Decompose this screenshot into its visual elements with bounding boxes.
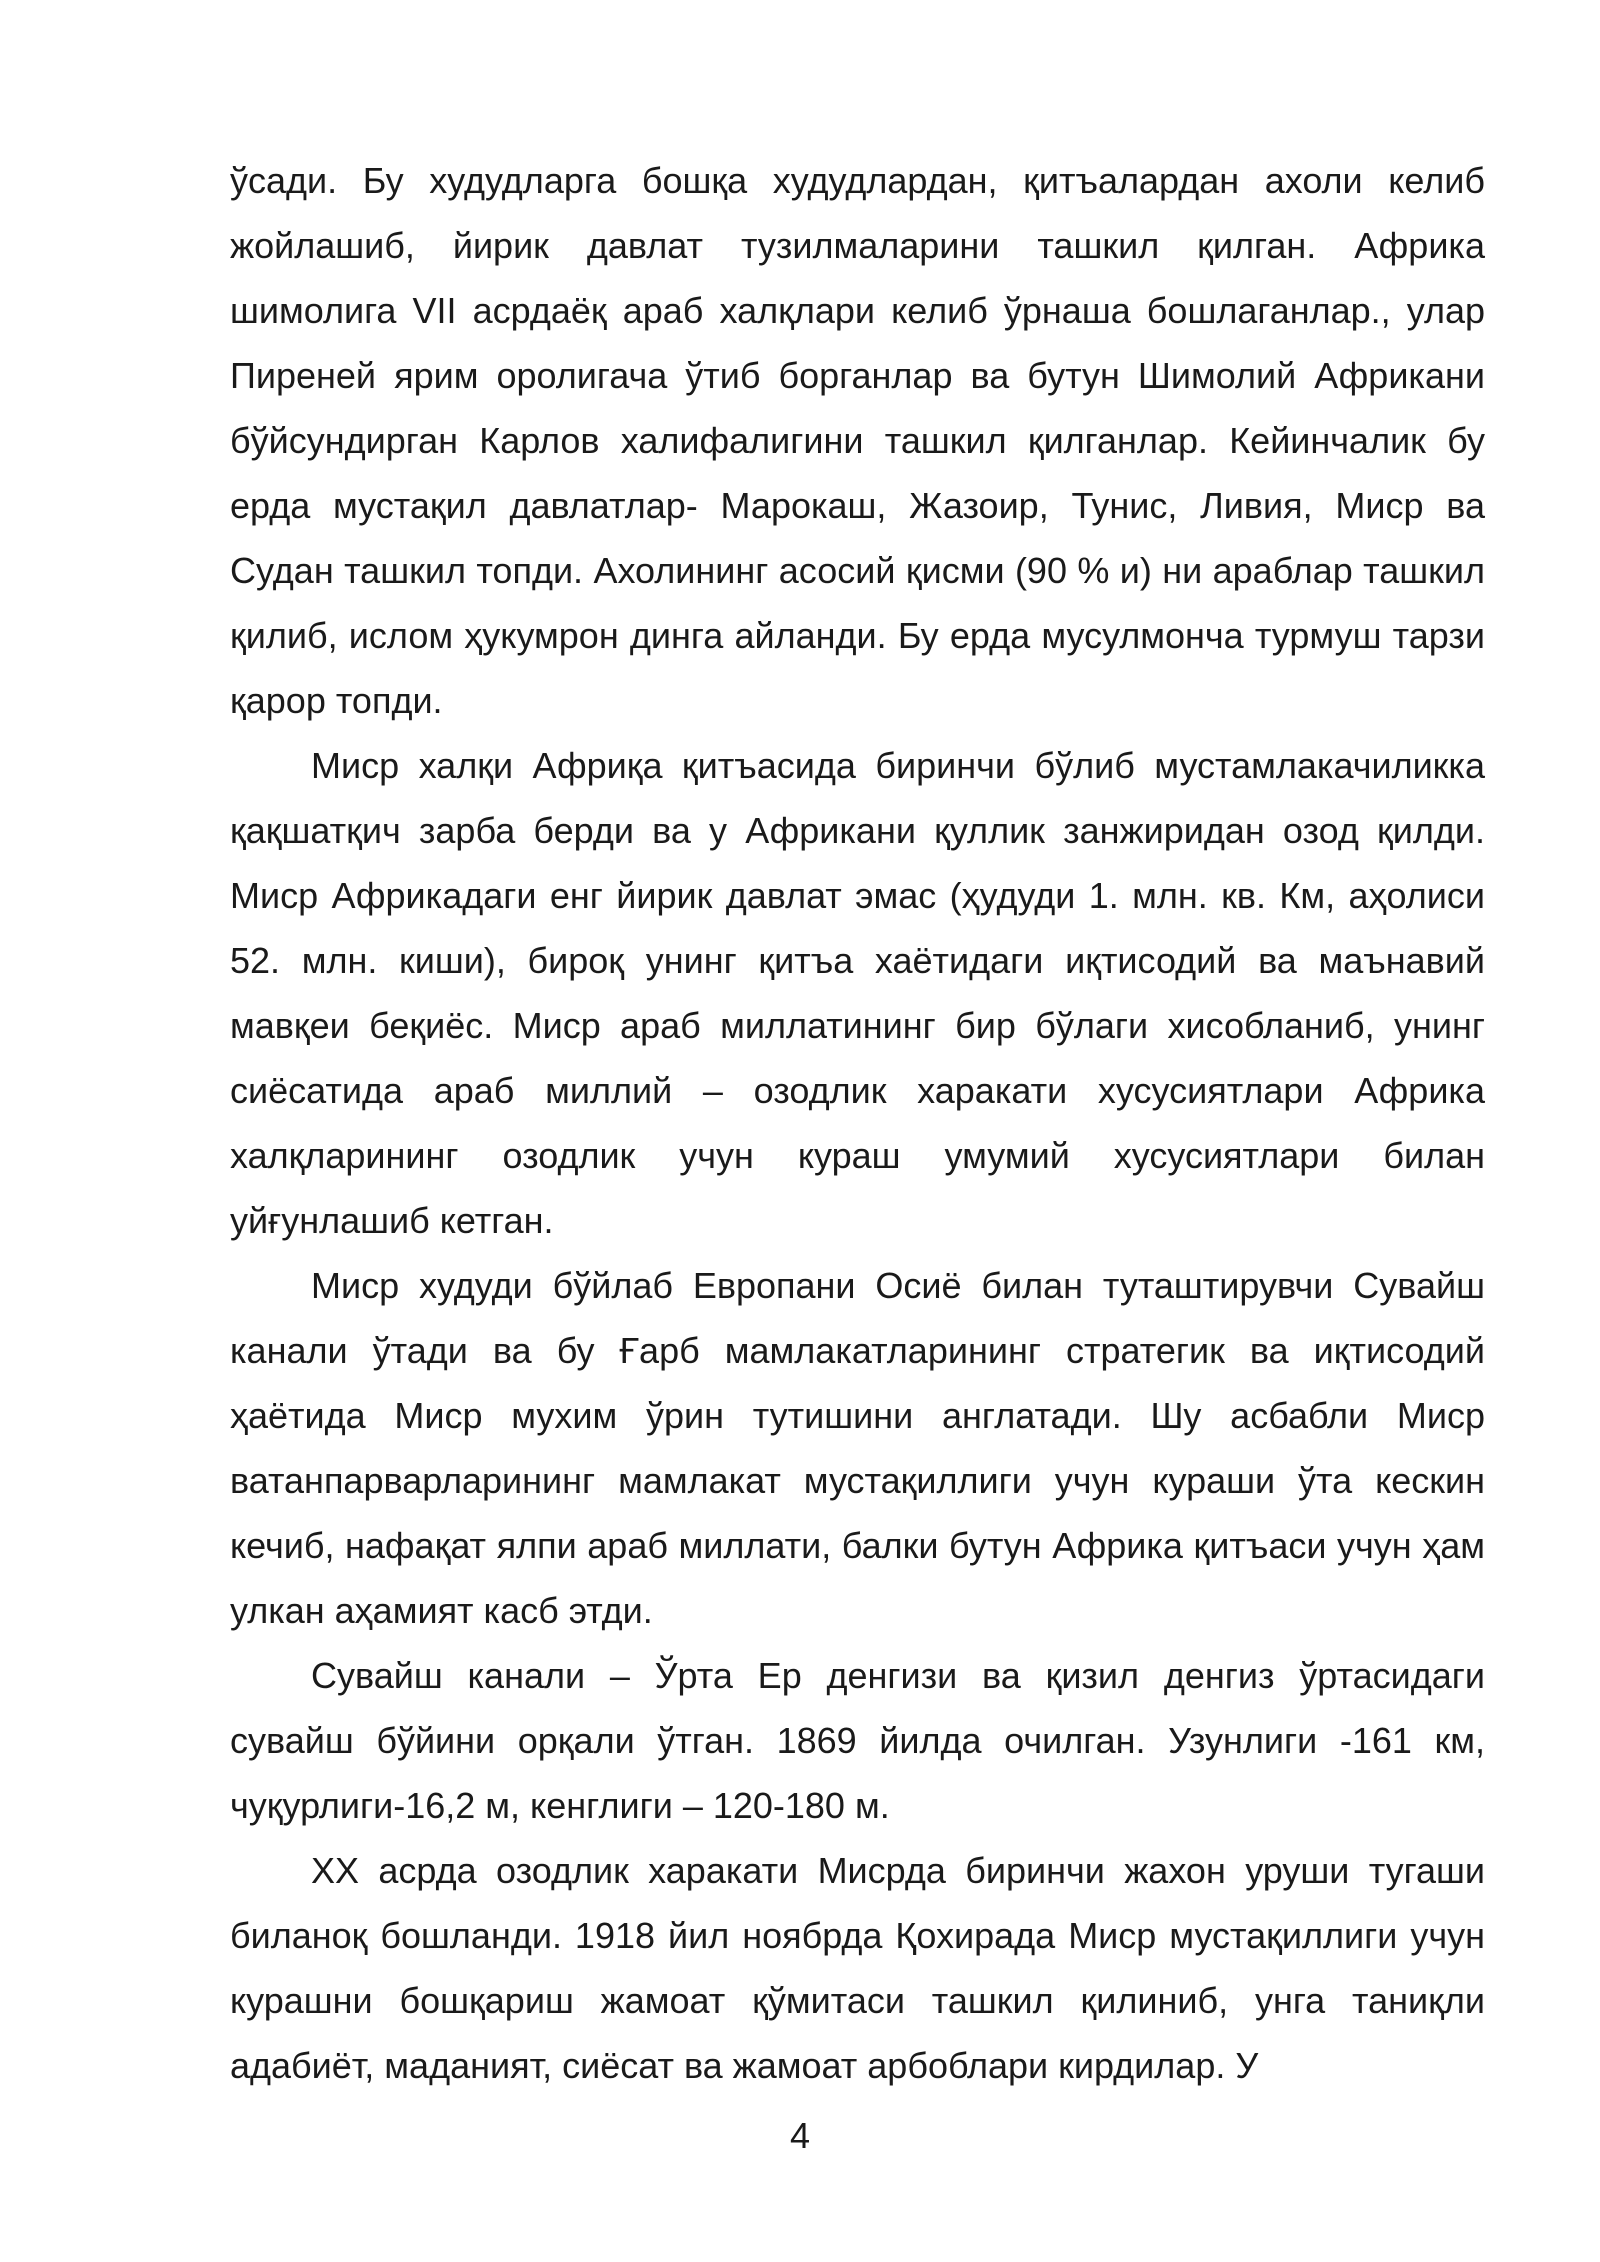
- paragraph-4: Сувайш канали – Ўрта Ер денгизи ва қизил денгиз ўртасидаги сувайш бўйини орқали ўтган. 1869 йилда очилган. Узунлиги -161 км, чуқурлиги-16,2 м, кенглиги – 120-180 м.: [230, 1655, 1485, 1826]
- page-number: 4: [789, 2115, 811, 2156]
- paragraph-2: Миср халқи Африқа қитъасида биринчи бўлиб мустамлакачиликка қақшатқич зарба берди ва у Африкани қуллик занжиридан озод қилди. Миср Африкадаги енг йирик давлат эмас (ҳудуди 1. млн. кв. Км, аҳолиси 52. млн. киши), бироқ унинг қитъа хаётидаги иқтисодий ва маънавий мавқеи беқиёс. Миср араб миллатининг бир бўлаги хисобланиб, унинг сиёсатида араб миллий – озодлик харакати хусусиятлари Африка халқларининг озодлик учун кураш умумий хусусиятлари билан уйғунлашиб кетган.: [230, 745, 1485, 1241]
- paragraph-1: ўсади. Бу худудларга бошқа худудлардан, қитъалардан ахоли келиб жойлашиб, йирик давлат тузилмаларини ташкил қилган. Африка шимолига VII асрдаёқ араб халқлари келиб ўрнаша бошлаганлар., улар Пиреней ярим оролигача ўтиб борганлар ва бутун Шимолий Африкани бўйсундирган Карлов халифалигини ташкил қилганлар. Кейинчалик бу ерда мустақил давлатлар- Марокаш, Жазоир, Тунис, Ливия, Миср ва Судан ташкил топди. Ахолининг асосий қисми (90 % и) ни араблар ташкил қилиб, ислом ҳукумрон динга айланди. Бу ерда мусулмонча турмуш тарзи қарор топди.: [230, 160, 1485, 721]
- paragraph-3: Миср худуди бўйлаб Европани Осиё билан туташтирувчи Сувайш канали ўтади ва бу Ғарб мамлакатларининг стратегик ва иқтисодий ҳаётида Миср мухим ўрин тутишини англатади. Шу асбабли Миср ватанпарварларининг мамлакат мустақиллиги учун кураши ўта кескин кечиб, нафақат ялпи араб миллати, балки бутун Африка қитъаси учун ҳам улкан аҳамият касб этди.: [230, 1265, 1485, 1631]
- body-text: [230, 148, 1485, 2098]
- paragraph-5: XX асрда озодлик харакати Мисрда биринчи жахон уруши тугаши биланоқ бошланди. 1918 йил ноябрда Қохирада Миср мустақиллиги учун курашни бошқариш жамоат қўмитаси ташкил қилиниб, унга таниқли адабиёт, маданият, сиёсат ва жамоат арбоблари кирдилар. У: [230, 1850, 1485, 2086]
